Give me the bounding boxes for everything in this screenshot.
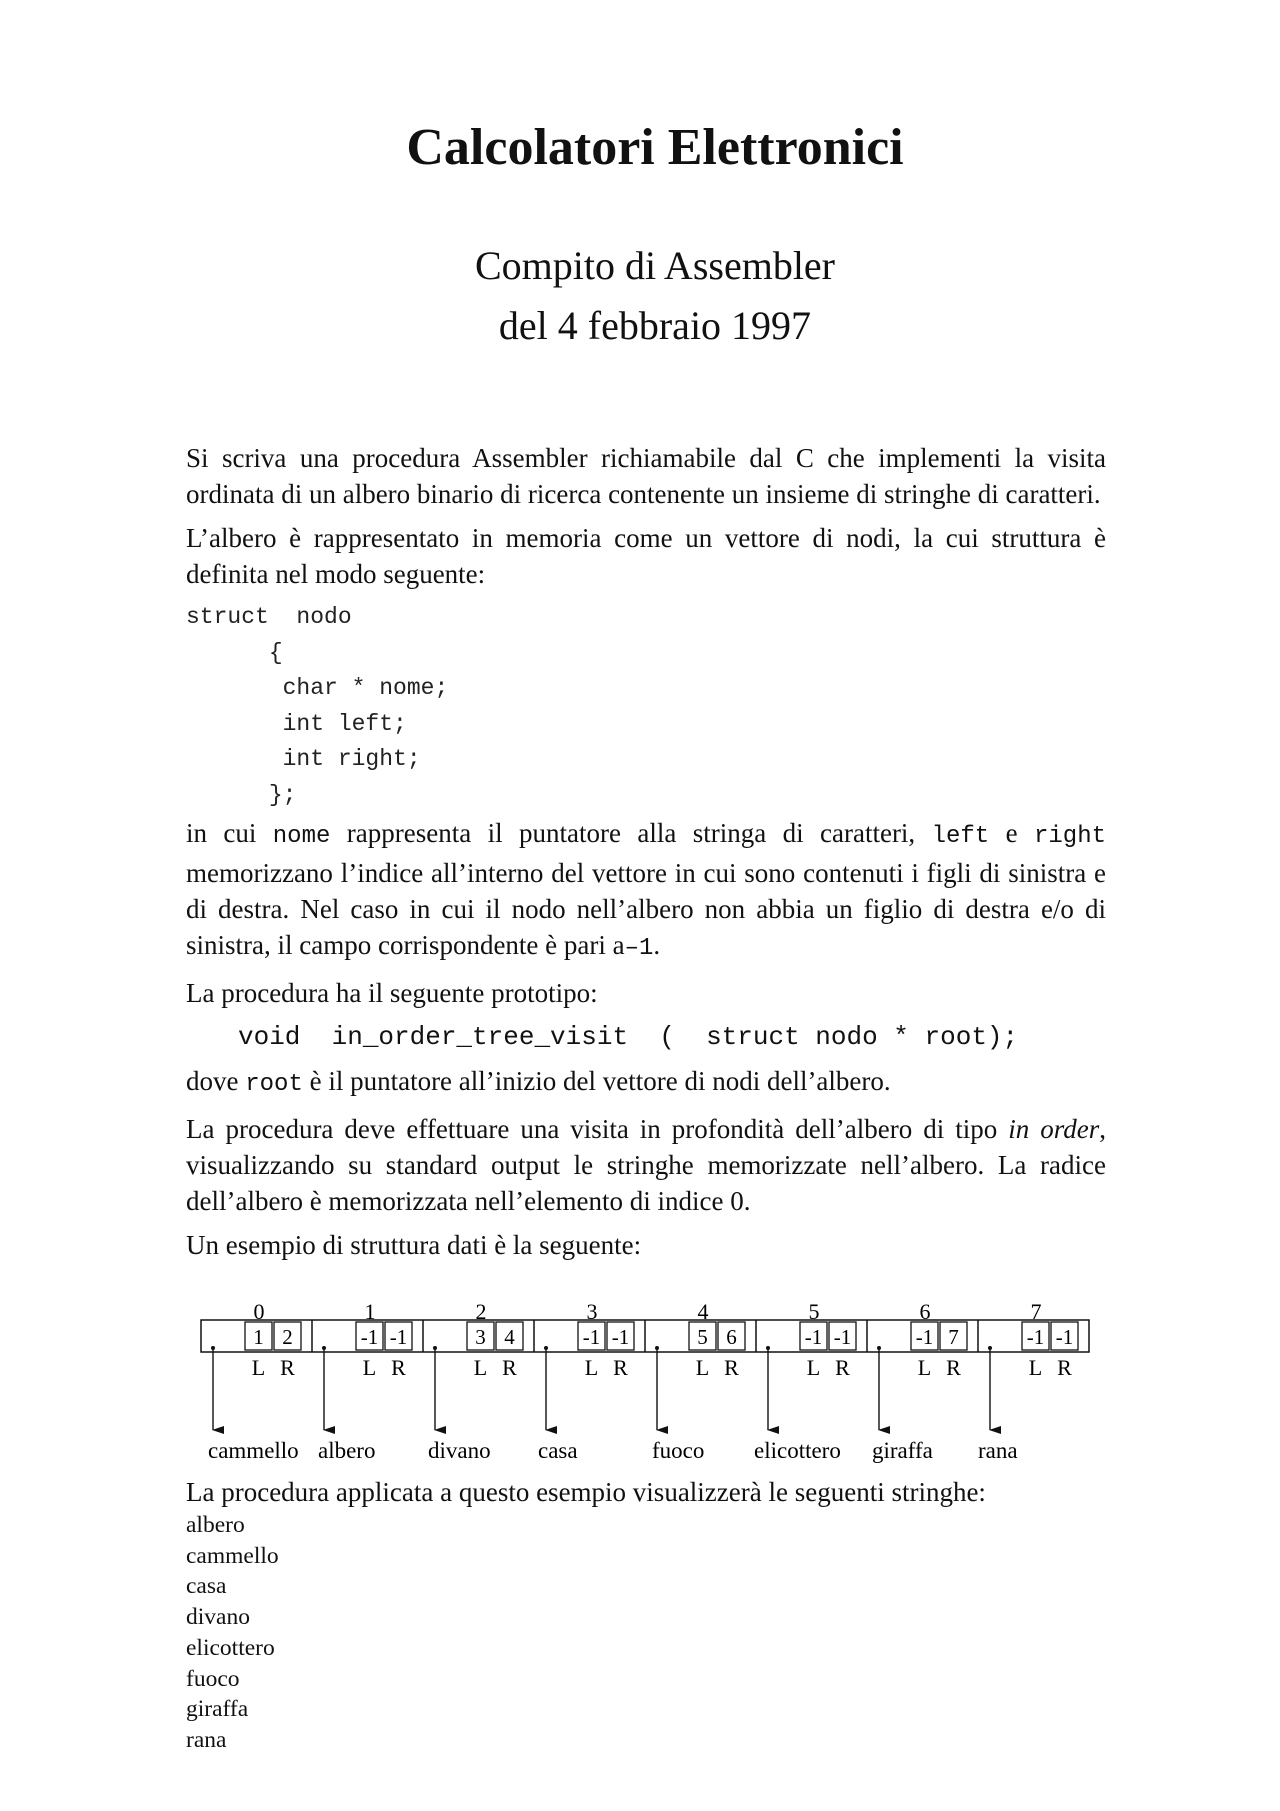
left-index-value: 5 xyxy=(697,1325,708,1349)
pointer-origin-dot xyxy=(211,1346,215,1350)
in-order-italic: in order xyxy=(1008,1114,1100,1144)
right-index-value: -1 xyxy=(611,1325,630,1349)
output-string: giraffa xyxy=(186,1696,249,1723)
right-field-label: R xyxy=(502,1355,517,1380)
field-left-code: left xyxy=(931,823,990,850)
prototype-code: void in_order_tree_visit ( struct nodo * root); xyxy=(238,1022,1019,1052)
right-index-value: -1 xyxy=(833,1325,852,1349)
output-string: fuoco xyxy=(186,1665,240,1692)
right-index-value: 2 xyxy=(282,1325,293,1349)
subtitle-line-1: Compito di Assembler xyxy=(475,243,835,288)
left-field-label: L xyxy=(917,1355,932,1380)
node-name-label: rana xyxy=(978,1438,1018,1463)
subtitle-line-2: del 4 febbraio 1997 xyxy=(498,303,812,348)
node-index-label: 5 xyxy=(808,1299,820,1324)
output-string: rana xyxy=(186,1726,227,1753)
right-field-label: R xyxy=(835,1355,850,1380)
right-field-label: R xyxy=(391,1355,406,1380)
right-index-value: 6 xyxy=(726,1325,737,1349)
node-index-label: 2 xyxy=(475,1299,487,1324)
output-string: divano xyxy=(186,1604,250,1631)
right-index-value: -1 xyxy=(389,1325,408,1349)
field-desc-mid: rappresenta il puntatore alla stringa di caratteri, xyxy=(330,818,932,848)
left-index-value: -1 xyxy=(582,1325,601,1349)
node-index-label: 7 xyxy=(1030,1299,1042,1324)
right-index-value: -1 xyxy=(1055,1325,1074,1349)
right-index-value: 7 xyxy=(948,1325,959,1349)
visit-desc-prefix: La procedura deve effettuare una visita in profondità dell’albero di tipo xyxy=(186,1114,1009,1144)
left-index-value: 3 xyxy=(475,1325,486,1349)
output-string: albero xyxy=(186,1512,245,1538)
output-string: casa xyxy=(186,1573,227,1600)
visit-description xyxy=(186,1111,1106,1219)
right-field-label: R xyxy=(613,1355,628,1380)
field-desc-end: . xyxy=(653,930,661,960)
right-field-label: R xyxy=(946,1355,961,1380)
field-desc-and: e xyxy=(989,818,1034,848)
node-name-label: albero xyxy=(318,1438,376,1463)
left-field-label: L xyxy=(251,1355,266,1380)
node-index-label: 4 xyxy=(697,1299,709,1324)
example-intro: Un esempio di struttura dati è la seguente: xyxy=(186,1230,642,1260)
field-right-code: right xyxy=(1033,823,1106,850)
pointer-origin-dot xyxy=(655,1346,659,1350)
struct-code-block: struct nodo { char * nome; int left; int right; }; xyxy=(186,604,449,808)
document-subtitle xyxy=(0,236,1280,356)
left-field-label: L xyxy=(473,1355,488,1380)
prototype-intro: La procedura ha il seguente prototipo: xyxy=(186,978,598,1008)
left-field-label: L xyxy=(362,1355,377,1380)
root-code: root xyxy=(245,1071,303,1098)
left-field-label: L xyxy=(584,1355,599,1380)
node-name-label: elicottero xyxy=(754,1438,841,1463)
root-desc-rest: è il puntatore all’inizio del vettore di nodi dell’albero. xyxy=(302,1066,891,1096)
intro-paragraph: Si scriva una procedura Assembler richiamabile dal C che implementi la visita ordinata di un albero binario di ricerca contenente un insieme di stringhe di caratteri. xyxy=(186,443,1106,509)
node-name-label: giraffa xyxy=(872,1438,933,1463)
pointer-origin-dot xyxy=(544,1346,548,1350)
left-index-value: -1 xyxy=(360,1325,379,1349)
right-field-label: R xyxy=(724,1355,739,1380)
left-index-value: -1 xyxy=(915,1325,934,1349)
left-field-label: L xyxy=(1028,1355,1043,1380)
result-intro: La procedura applicata a questo esempio visualizzerà le seguenti stringhe: xyxy=(186,1477,986,1507)
pointer-origin-dot xyxy=(433,1346,437,1350)
node-index-label: 3 xyxy=(586,1299,598,1324)
field-description-paragraph xyxy=(186,815,1106,967)
left-index-value: -1 xyxy=(804,1325,823,1349)
field-desc-prefix: in cui xyxy=(186,818,273,848)
result-section xyxy=(186,1474,1106,1518)
output-string-list xyxy=(186,1510,279,1756)
output-string: cammello xyxy=(186,1542,279,1569)
node-array-diagram xyxy=(186,1290,1106,1470)
right-field-label: R xyxy=(1057,1355,1072,1380)
right-field-label: R xyxy=(280,1355,295,1380)
minus-one-code: –1 xyxy=(624,935,654,962)
node-name-label: divano xyxy=(428,1438,491,1463)
visit-desc-rest: , visualizzando su standard output le stringhe memorizzate nell’albero. La radice dell’albero è memorizzata nell’elemento di indice 0. xyxy=(186,1114,1107,1216)
node-name-label: casa xyxy=(538,1438,578,1463)
field-desc-rest: memorizzano l’indice all’interno del vettore in cui sono contenuti i figli di sinistra e di destra. Nel caso in cui il nodo nell’albero non abbia un figlio di destra e/o di sinistra, il campo corrispondente è pari a xyxy=(186,858,1106,960)
field-nome-code: nome xyxy=(272,823,331,850)
pointer-origin-dot xyxy=(877,1346,881,1350)
pointer-origin-dot xyxy=(322,1346,326,1350)
left-index-value: -1 xyxy=(1026,1325,1045,1349)
pointer-origin-dot xyxy=(988,1346,992,1350)
right-index-value: 4 xyxy=(504,1325,515,1349)
node-index-label: 1 xyxy=(364,1299,376,1324)
root-desc-prefix: dove xyxy=(186,1066,246,1096)
node-name-label: fuoco xyxy=(652,1438,705,1463)
left-index-value: 1 xyxy=(253,1325,264,1349)
output-string: elicottero xyxy=(186,1634,275,1661)
node-index-label: 0 xyxy=(253,1299,265,1324)
left-field-label: L xyxy=(695,1355,710,1380)
document-title: Calcolatori Elettronici xyxy=(406,119,904,176)
left-field-label: L xyxy=(806,1355,821,1380)
document-body xyxy=(186,440,1106,1271)
pointer-origin-dot xyxy=(766,1346,770,1350)
root-description xyxy=(186,1063,1106,1103)
node-index-label: 6 xyxy=(919,1299,931,1324)
node-name-label: cammello xyxy=(208,1438,299,1463)
struct-intro-paragraph: L’albero è rappresentato in memoria come un vettore di nodi, la cui struttura è definita nel modo seguente: xyxy=(186,523,1106,589)
